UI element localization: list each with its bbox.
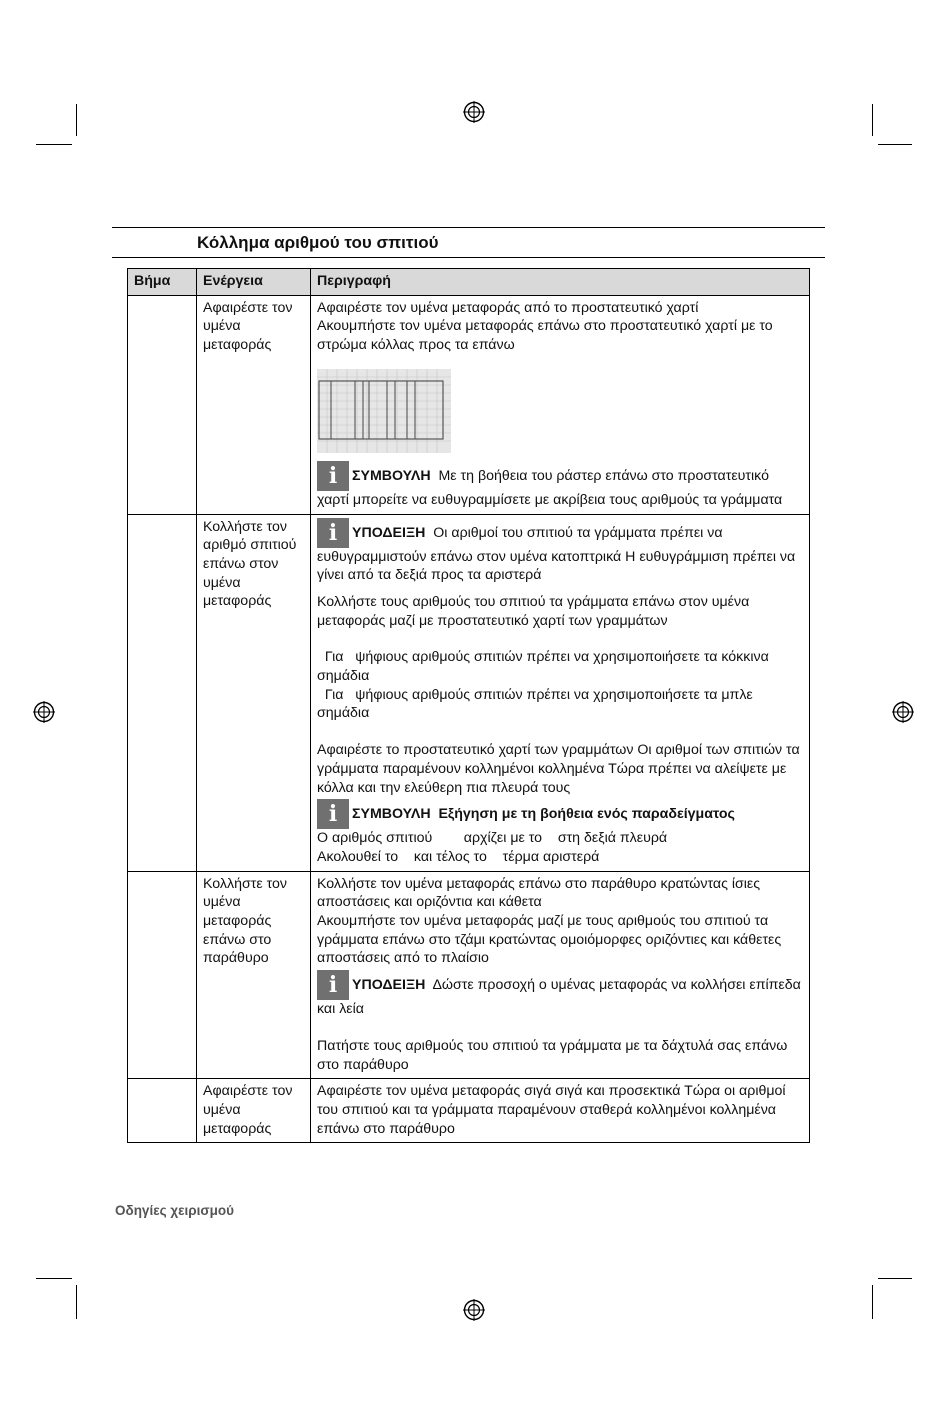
table-row [128,1079,810,1143]
hint-label: ΥΠΟΔΕΙΞΗ [352,977,426,994]
registration-mark-icon [463,1299,485,1321]
tip-label: ΣΥΜΒΟΥΛΗ [352,806,431,823]
hint-note [317,518,803,585]
description-line: Ακολουθεί το και τέλος το τέρμα αριστερά [317,848,600,865]
hint-text: Δώστε προσοχή ο υμένας μεταφοράς να κολλήσει επίπεδα και λεία [317,977,801,1018]
table-header-row [128,269,810,296]
table-row [128,514,810,871]
description-line: Αφαιρέστε τον υμένα μεταφοράς σιγά σιγά και προσεκτικά Τώρα οι αριθμοί του σπιτιού και τα γράμματα παραμένουν σταθερά κολλημένοι κολλημένα επάνω στο παράθυρο [317,1083,786,1137]
tip-note [317,799,803,829]
info-icon: i [317,799,349,829]
description-line: Κολλήστε τον υμένα μεταφοράς επάνω στο παράθυρο κρατώντας ίσιες αποστάσεις και οριζόντια και κάθετα [317,875,761,911]
action-cell: Αφαιρέστε τον υμένα μεταφοράς [197,295,311,514]
description-cell [311,871,810,1079]
description-cell [311,1079,810,1143]
crop-mark [76,1285,77,1319]
description-cell [311,295,810,514]
description-line: Για ψήφιους αριθμούς σπιτιών πρέπει να χρησιμοποιήσετε τα μπλε σημάδια [317,686,757,722]
info-icon: i [317,461,349,491]
page-footer: Οδηγίες χειρισμού [115,1203,235,1218]
instructions-table [127,268,810,1143]
page-title: Κόλλημα αριθμού του σπιτιού [197,233,439,252]
tip-text: Εξήγηση με τη βοήθεια ενός παραδείγματος [438,806,735,823]
info-icon: i [317,970,349,1000]
registration-mark-icon [33,701,55,723]
section-header [112,227,825,258]
tip-note [317,461,803,510]
crop-mark [878,144,912,145]
step-cell [128,871,197,1079]
description-line: Κολλήστε τους αριθμούς του σπιτιού τα γράμματα επάνω στον υμένα μεταφοράς μαζί με προστατευτικό χαρτί των γραμμάτων [317,593,750,629]
crop-mark [872,104,873,136]
registration-mark-icon [463,101,485,123]
crop-mark [36,144,72,145]
header-step: Βήμα [128,269,197,296]
action-cell: Κολλήστε τον αριθμό σπιτιού επάνω στον υμένα μεταφοράς [197,514,311,871]
description-line: Ακουμπήστε τον υμένα μεταφοράς μαζί με τους αριθμούς του σπιτιού τα γράμματα επάνω στο τζάμι κρατώντας ομοιόμορφες οριζόντιες και κάθετες αποστάσεις από το πλαίσιο [317,913,782,967]
description-cell [311,514,810,871]
crop-mark [872,1285,873,1319]
description-line: Πατήστε τους αριθμούς του σπιτιού τα γράμματα με τα δάχτυλά σας επάνω στο παράθυρο [317,1037,788,1073]
description-line: Ακουμπήστε τον υμένα μεταφοράς επάνω στο προστατευτικό χαρτί με το στρώμα κόλλας προς τα επάνω [317,318,773,354]
crop-mark [76,104,77,136]
header-action: Ενέργεια [197,269,311,296]
hint-text: Οι αριθμοί του σπιτιού τα γράμματα πρέπει να ευθυγραμμιστούν επάνω στον υμένα κατοπτρικά Η ευθυγράμμιση πρέπει να γίνει από τα δεξιά προς τα αριστερά [317,524,796,584]
crop-mark [878,1278,912,1279]
tip-label: ΣΥΜΒΟΥΛΗ [352,467,431,484]
step-cell [128,1079,197,1143]
table-row [128,295,810,514]
hint-note [317,970,803,1019]
crop-mark [36,1278,72,1279]
description-line: Ο αριθμός σπιτιού αρχίζει με το στη δεξιά πλευρά [317,830,668,847]
tip-text: Με τη βοήθεια του ράστερ επάνω στο προστατευτικό χαρτί μπορείτε να ευθυγραμμίσετε με ακρίβεια τους αριθμούς τα γράμματα [317,467,783,508]
hint-label: ΥΠΟΔΕΙΞΗ [352,524,426,541]
action-cell: Αφαιρέστε τον υμένα μεταφοράς [197,1079,311,1143]
step-cell [128,514,197,871]
header-description: Περιγραφή [311,269,810,296]
step-cell [128,295,197,514]
info-icon: i [317,518,349,548]
table-row [128,871,810,1079]
raster-illustration [317,369,451,453]
registration-mark-icon [892,701,914,723]
description-line: Αφαιρέστε το προστατευτικό χαρτί των γραμμάτων Οι αριθμοί των σπιτιών τα γράμματα παραμένουν κολλημένοι κολλημένα Τώρα πρέπει να αλείψετε με κόλλα και την ελεύθερη πια πλευρά τους [317,742,800,796]
description-line: Για ψήφιους αριθμούς σπιτιών πρέπει να χρησιμοποιήσετε τα κόκκινα σημάδια [317,649,773,685]
action-cell: Κολλήστε τον υμένα μεταφοράς επάνω στο παράθυρο [197,871,311,1079]
description-line: Αφαιρέστε τον υμένα μεταφοράς από το προστατευτικό χαρτί [317,299,699,316]
